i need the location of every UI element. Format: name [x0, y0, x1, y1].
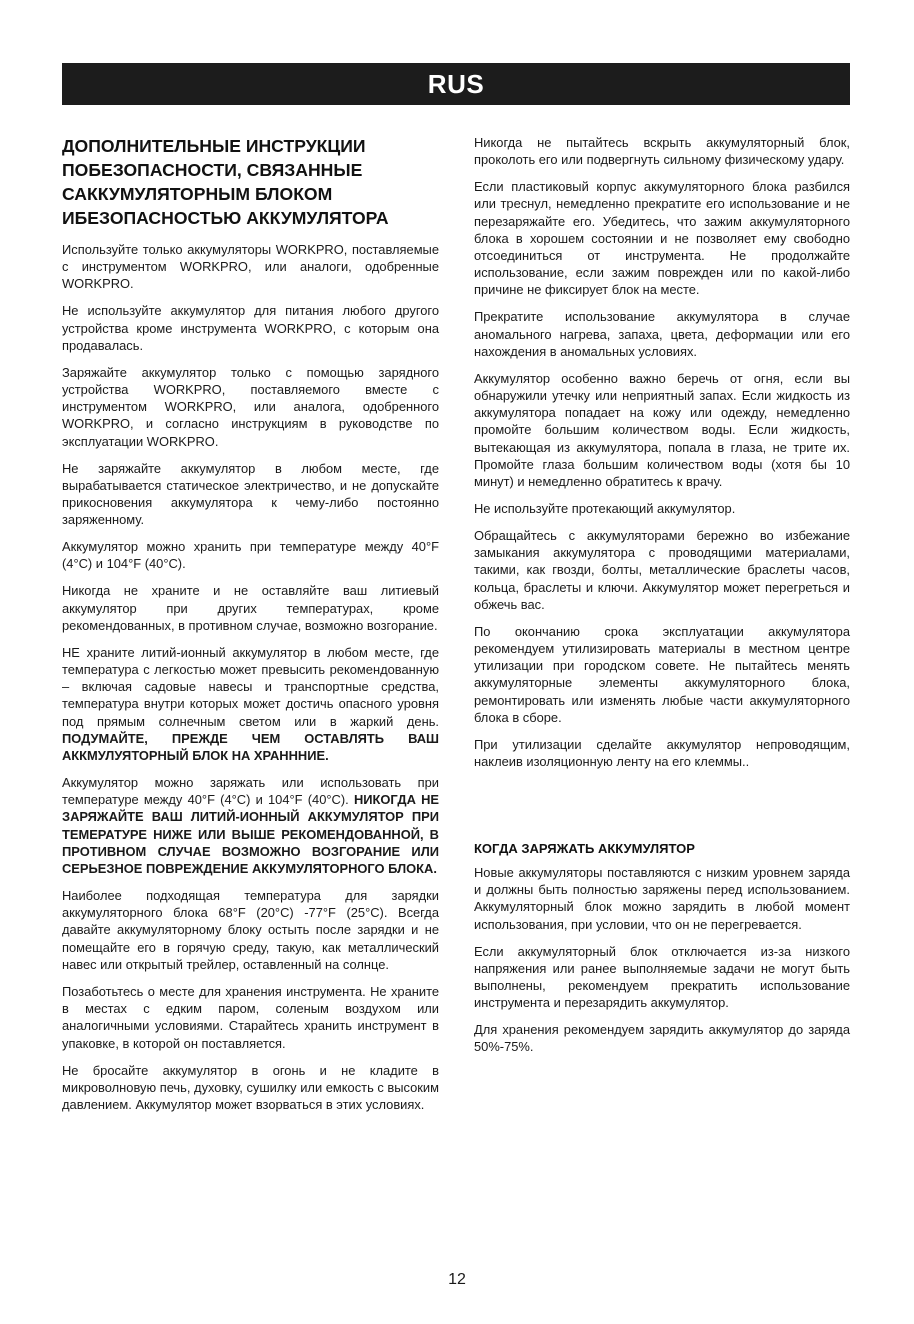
paragraph: Не используйте аккумулятор для питания любого другого устройства кроме инструмента WORKPRO, с которым она продавалась. [62, 303, 439, 353]
paragraph: По окончанию срока эксплуатации аккумулятора рекомендуем утилизировать материалы в местном центре утилизации при городском совете. Не пытайтесь менять аккумуляторные элементы аккумуляторного блока, ремонтировать или изменять любые части аккумуляторного блока в сборе. [474, 623, 850, 725]
paragraph: Заряжайте аккумулятор только с помощью зарядного устройства WORKPRO, поставляемого вместе с инструментом WORKPRO, или аналога, одобренного WORKPRO, и согласно инструкциям в руководстве по эксплуатации WORKPRO. [62, 364, 439, 449]
paragraph: Для хранения рекомендуем зарядить аккумулятор до заряда 50%-75%. [474, 1022, 850, 1055]
left-column [62, 134, 439, 1123]
paragraph: Прекратите использование аккумулятора в случае аномального нагрева, запаха, цвета, деформации или его нахождения в аномальных условиях. [474, 309, 850, 359]
paragraph: Новые аккумуляторы поставляются с низким уровнем заряда и должны быть полностью заряжены перед использованием. Аккумуляторный блок можно зарядить в любой момент использования, при условии, что он не перегревается. [474, 865, 850, 932]
paragraph: Не используйте протекающий аккумулятор. [474, 501, 736, 517]
paragraph: Если пластиковый корпус аккумуляторного блока разбился или треснул, немедленно прекратите его использование и не перезаряжайте его. Убедитесь, что зажим аккумуляторного блока в хорошем состоянии и не позволяет ему свободно отсоединиться от инструмента. Не продолжайте использование, если зажим поврежден или по какой-либо причине не фиксирует блок на месте. [474, 179, 850, 298]
paragraph: Не заряжайте аккумулятор в любом месте, где вырабатывается статическое электричество, и не допускайте прикосновения аккумулятора к чему-либо постоянно заряженному. [62, 460, 439, 528]
right-column [474, 134, 850, 780]
paragraph: Обращайтесь с аккумуляторами бережно во избежание замыкания аккумулятора с проводящими материалами, такими, как гвозди, болты, металлические браслеты часов, кольца, браслеты и ключи. Аккумулятор может перегреться и обжечь вас. [474, 528, 850, 612]
paragraph: Аккумулятор можно хранить при температуре между 40°F (4°C) и 104°F (40°C). [62, 539, 439, 572]
paragraph: Если аккумуляторный блок отключается из-за низкого напряжения или ранее выполняемые задачи не могут быть выполнены, рекомендуем прекратить использование инструмента и перезарядить аккумулятор. [474, 943, 850, 1011]
paragraph: Никогда не пытайтесь вскрыть аккумуляторный блок, проколоть его или подвергнуть сильному физическому удару. [474, 135, 850, 168]
paragraph: Наиболее подходящая температура для зарядки аккумуляторного блока 68°F (20°C) -77°F (25°C). Всегда давайте аккумуляторному блоку остыть после зарядки и не помещайте его в горячую среду, такую, как металлический навес или открытый трейлер, оставленный на солнце. [62, 888, 439, 972]
paragraph-storage-warning [62, 644, 439, 764]
paragraph: Никогда не храните и не оставляйте ваш литиевый аккумулятор при других температурах, кроме рекомендованных, в противном случае, возможно возгорание. [62, 583, 439, 633]
paragraph: Используйте только аккумуляторы WORKPRO, поставляемые с инструментом WORKPRO, или аналоги, одобренные WORKPRO. [62, 242, 439, 292]
paragraph-text: Аккумулятор можно заряжать или использовать при температуре между 40°F (4°C) и 104°F (40°C). [62, 775, 439, 808]
bold-warning: ПОДУМАЙТЕ, ПРЕЖДЕ ЧЕМ ОСТАВЛЯТЬ ВАШ АККМУЛУЯТОРНЫЙ БЛОК НА ХРАНННИЕ. [62, 730, 439, 764]
charging-section [474, 840, 850, 1065]
paragraph: Позаботьтесь о месте для хранения инструмента. Не храните в местах с едким паром, соленым воздухом или аналогичными условиями. Старайтесь хранить инструмент в упаковке, в которой он поставляется. [62, 983, 439, 1051]
section-title-charging: КОГДА ЗАРЯЖАТЬ АККУМУЛЯТОР [474, 841, 695, 856]
section-title-safety: ДОПОЛНИТЕЛЬНЫЕ ИНСТРУКЦИИ ПОБЕЗОПАСНОСТИ, СВЯЗАННЫЕ САККУМУЛЯТОРНЫМ БЛОКОМ ИБЕЗОПАСНОСТЬЮ АККУМУЛЯТОРА [62, 136, 389, 228]
paragraph: При утилизации сделайте аккумулятор непроводящим, наклеив изоляционную ленту на его клеммы.. [474, 736, 850, 770]
page-number: 12 [448, 1271, 466, 1288]
language-banner: RUS [62, 63, 850, 105]
paragraph-charging-warning [62, 774, 439, 877]
paragraph-text: НЕ храните литий-ионный аккумулятор в любом месте, где температура с легкостью может превысить рекомендованную – включая садовые навесы и транспортные средства, температура внутри которых может достичь опасного уровня под прямым солнечным светом или в жаркий день. [62, 644, 439, 729]
bold-warning: НИКОГДА НЕ ЗАРЯЖАЙТЕ ВАШ ЛИТИЙ-ИОННЫЙ АККУМУЛЯТОР ПРИ ТЕМЕРАТУРЕ НИЖЕ ИЛИ ВЫШЕ РЕКОМЕНДОВАННОЙ, В ПРОТИВНОМ СЛУЧАЕ ВОЗМОЖНО ВОЗГОРАНИЕ ИЛИ СЕРЬЕЗНОЕ ПОВРЕЖДЕНИЕ АККУМУЛЯТОРНОГО БЛОКА. [62, 792, 440, 877]
paragraph: Не бросайте аккумулятор в огонь и не кладите в микроволновую печь, духовку, сушилку или емкость с высоким давлением. Аккумулятор может взорваться в этих условиях. [62, 1062, 439, 1112]
paragraph: Аккумулятор особенно важно беречь от огня, если вы обнаружили утечку или неприятный запах. Если жидкость из аккумулятора попадает на кожу или одежду, немедленно промойте большим количеством воды. Если жидкость, вытекающая из аккумулятора, попала в глаза, не трите их. Промойте глаза большим количеством воды (хотя бы 10 минут) и немедленно обратитесь к врачу. [474, 370, 850, 490]
